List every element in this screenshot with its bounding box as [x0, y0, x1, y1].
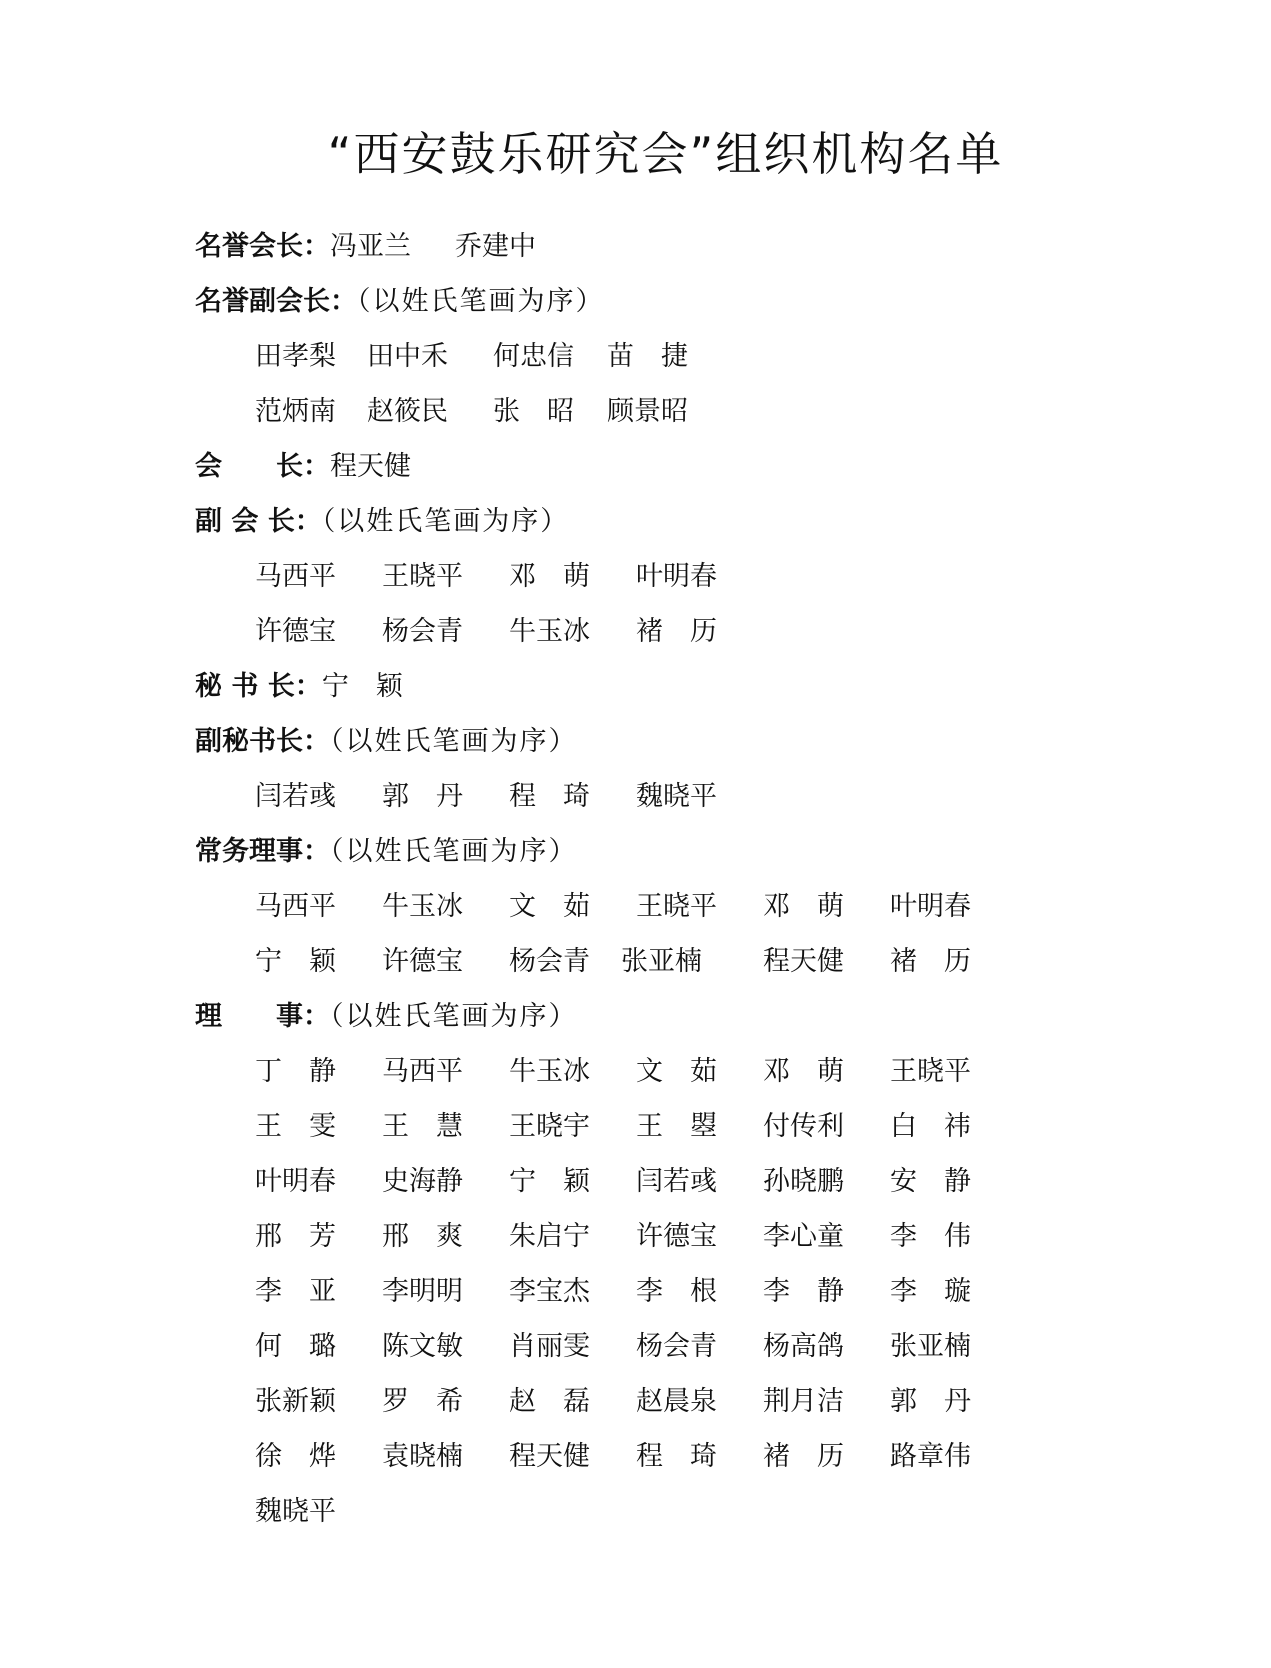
person-name: 李 静 [763, 1276, 844, 1307]
person-name: 许德宝 [636, 1221, 717, 1252]
person-name: 文 茹 [509, 891, 590, 922]
person-name: 王 雯 [255, 1111, 336, 1142]
deputy-secretary-label: 副秘书长： [195, 726, 330, 757]
vp-line [195, 505, 569, 539]
person-name: 王晓平 [382, 561, 463, 592]
order-note: （以姓氏笔画为序） [321, 506, 570, 537]
person-name: 褚 历 [636, 616, 717, 647]
person-name: 王 慧 [382, 1111, 463, 1142]
person-name: 何忠信 [493, 341, 574, 372]
deputy-secretary-line [195, 725, 578, 759]
secretary-general-line [195, 670, 403, 704]
president-label: 会 长： [195, 451, 330, 482]
person-name: 魏晓平 [636, 781, 717, 812]
honorary-president-label: 名誉会长： [195, 231, 330, 262]
person-name: 程 琦 [509, 781, 590, 812]
person-name: 张亚楠 [621, 946, 702, 977]
person-name: 孙晓鹏 [763, 1166, 844, 1197]
person-name: 罗 希 [382, 1386, 463, 1417]
directors-label: 理 事： [195, 1001, 330, 1032]
person-name: 顾景昭 [607, 396, 688, 427]
person-name: 张亚楠 [890, 1331, 971, 1362]
honorary-vp-label: 名誉副会长： [195, 286, 357, 317]
person-name: 王 曌 [636, 1111, 717, 1142]
person-name: 张 昭 [493, 396, 574, 427]
person-name: 安 静 [890, 1166, 971, 1197]
person-name: 何 璐 [255, 1331, 336, 1362]
person-name: 叶明春 [636, 561, 717, 592]
person-name: 王晓平 [890, 1056, 971, 1087]
person-name: 牛玉冰 [509, 616, 590, 647]
person-name: 牛玉冰 [509, 1056, 590, 1087]
person-name: 史海静 [382, 1166, 463, 1197]
person-name: 李心童 [763, 1221, 844, 1252]
person-name: 魏晓平 [255, 1496, 336, 1527]
person-name: 程天健 [330, 451, 411, 482]
person-name: 马西平 [255, 561, 336, 592]
standing-directors-line [195, 835, 578, 869]
person-name: 丁 静 [255, 1056, 336, 1087]
person-name: 冯亚兰 [330, 231, 411, 262]
president-line [195, 450, 411, 484]
person-name: 邓 萌 [509, 561, 590, 592]
person-name: 闫若彧 [255, 781, 336, 812]
honorary-president-line [195, 230, 536, 264]
person-name: 宁 颖 [509, 1166, 590, 1197]
person-name: 邓 萌 [763, 891, 844, 922]
person-name: 李 璇 [890, 1276, 971, 1307]
person-name: 宁 颖 [255, 946, 336, 977]
person-name: 文 茹 [636, 1056, 717, 1087]
person-name: 郭 丹 [890, 1386, 971, 1417]
person-name: 程天健 [763, 946, 844, 977]
person-name: 陈文敏 [382, 1331, 463, 1362]
person-name: 郭 丹 [382, 781, 463, 812]
person-name: 王晓平 [636, 891, 717, 922]
person-name: 赵筱民 [367, 396, 448, 427]
person-name: 荆月洁 [763, 1386, 844, 1417]
person-name: 邓 萌 [763, 1056, 844, 1087]
order-note: （以姓氏笔画为序） [330, 836, 578, 867]
person-name: 杨会青 [382, 616, 463, 647]
person-name: 王晓宇 [509, 1111, 590, 1142]
order-note: （以姓氏笔画为序） [357, 286, 605, 317]
honorary-vp-line [195, 285, 605, 319]
person-name: 付传利 [763, 1111, 844, 1142]
person-name: 苗 捷 [607, 341, 688, 372]
person-name: 叶明春 [890, 891, 971, 922]
person-name: 杨会青 [509, 946, 590, 977]
person-name: 李 伟 [890, 1221, 971, 1252]
person-name: 李 亚 [255, 1276, 336, 1307]
person-name: 褚 历 [763, 1441, 844, 1472]
person-name: 赵晨泉 [636, 1386, 717, 1417]
person-name: 李宝杰 [509, 1276, 590, 1307]
vp-label: 副 会 长： [195, 506, 322, 537]
person-name: 李明明 [382, 1276, 463, 1307]
person-name: 马西平 [382, 1056, 463, 1087]
person-name: 程 琦 [636, 1441, 717, 1472]
person-name: 白 祎 [890, 1111, 971, 1142]
person-name: 杨会青 [636, 1331, 717, 1362]
person-name: 乔建中 [455, 231, 536, 262]
person-name: 邢 芳 [255, 1221, 336, 1252]
page-title: “西安鼓乐研究会”组织机构名单 [327, 127, 1004, 181]
standing-directors-label: 常务理事： [195, 836, 330, 867]
directors-line [195, 1000, 578, 1034]
person-name: 邢 爽 [382, 1221, 463, 1252]
order-note: （以姓氏笔画为序） [330, 1001, 578, 1032]
person-name: 朱启宁 [509, 1221, 590, 1252]
person-name: 许德宝 [255, 616, 336, 647]
person-name: 田孝梨 [255, 341, 336, 372]
person-name: 宁 颖 [321, 671, 403, 702]
secretary-general-label: 秘 书 长： [195, 671, 322, 702]
person-name: 叶明春 [255, 1166, 336, 1197]
person-name: 牛玉冰 [382, 891, 463, 922]
person-name: 李 根 [636, 1276, 717, 1307]
person-name: 闫若彧 [636, 1166, 717, 1197]
person-name: 褚 历 [890, 946, 971, 977]
order-note: （以姓氏笔画为序） [330, 726, 578, 757]
person-name: 张新颖 [255, 1386, 336, 1417]
person-name: 田中禾 [367, 341, 448, 372]
person-name: 许德宝 [382, 946, 463, 977]
person-name: 徐 烨 [255, 1441, 336, 1472]
person-name: 肖丽雯 [509, 1331, 590, 1362]
person-name: 范炳南 [255, 396, 336, 427]
person-name: 路章伟 [890, 1441, 971, 1472]
person-name: 杨高鸽 [763, 1331, 844, 1362]
person-name: 赵 磊 [509, 1386, 590, 1417]
person-name: 马西平 [255, 891, 336, 922]
person-name: 程天健 [509, 1441, 590, 1472]
person-name: 袁晓楠 [382, 1441, 463, 1472]
